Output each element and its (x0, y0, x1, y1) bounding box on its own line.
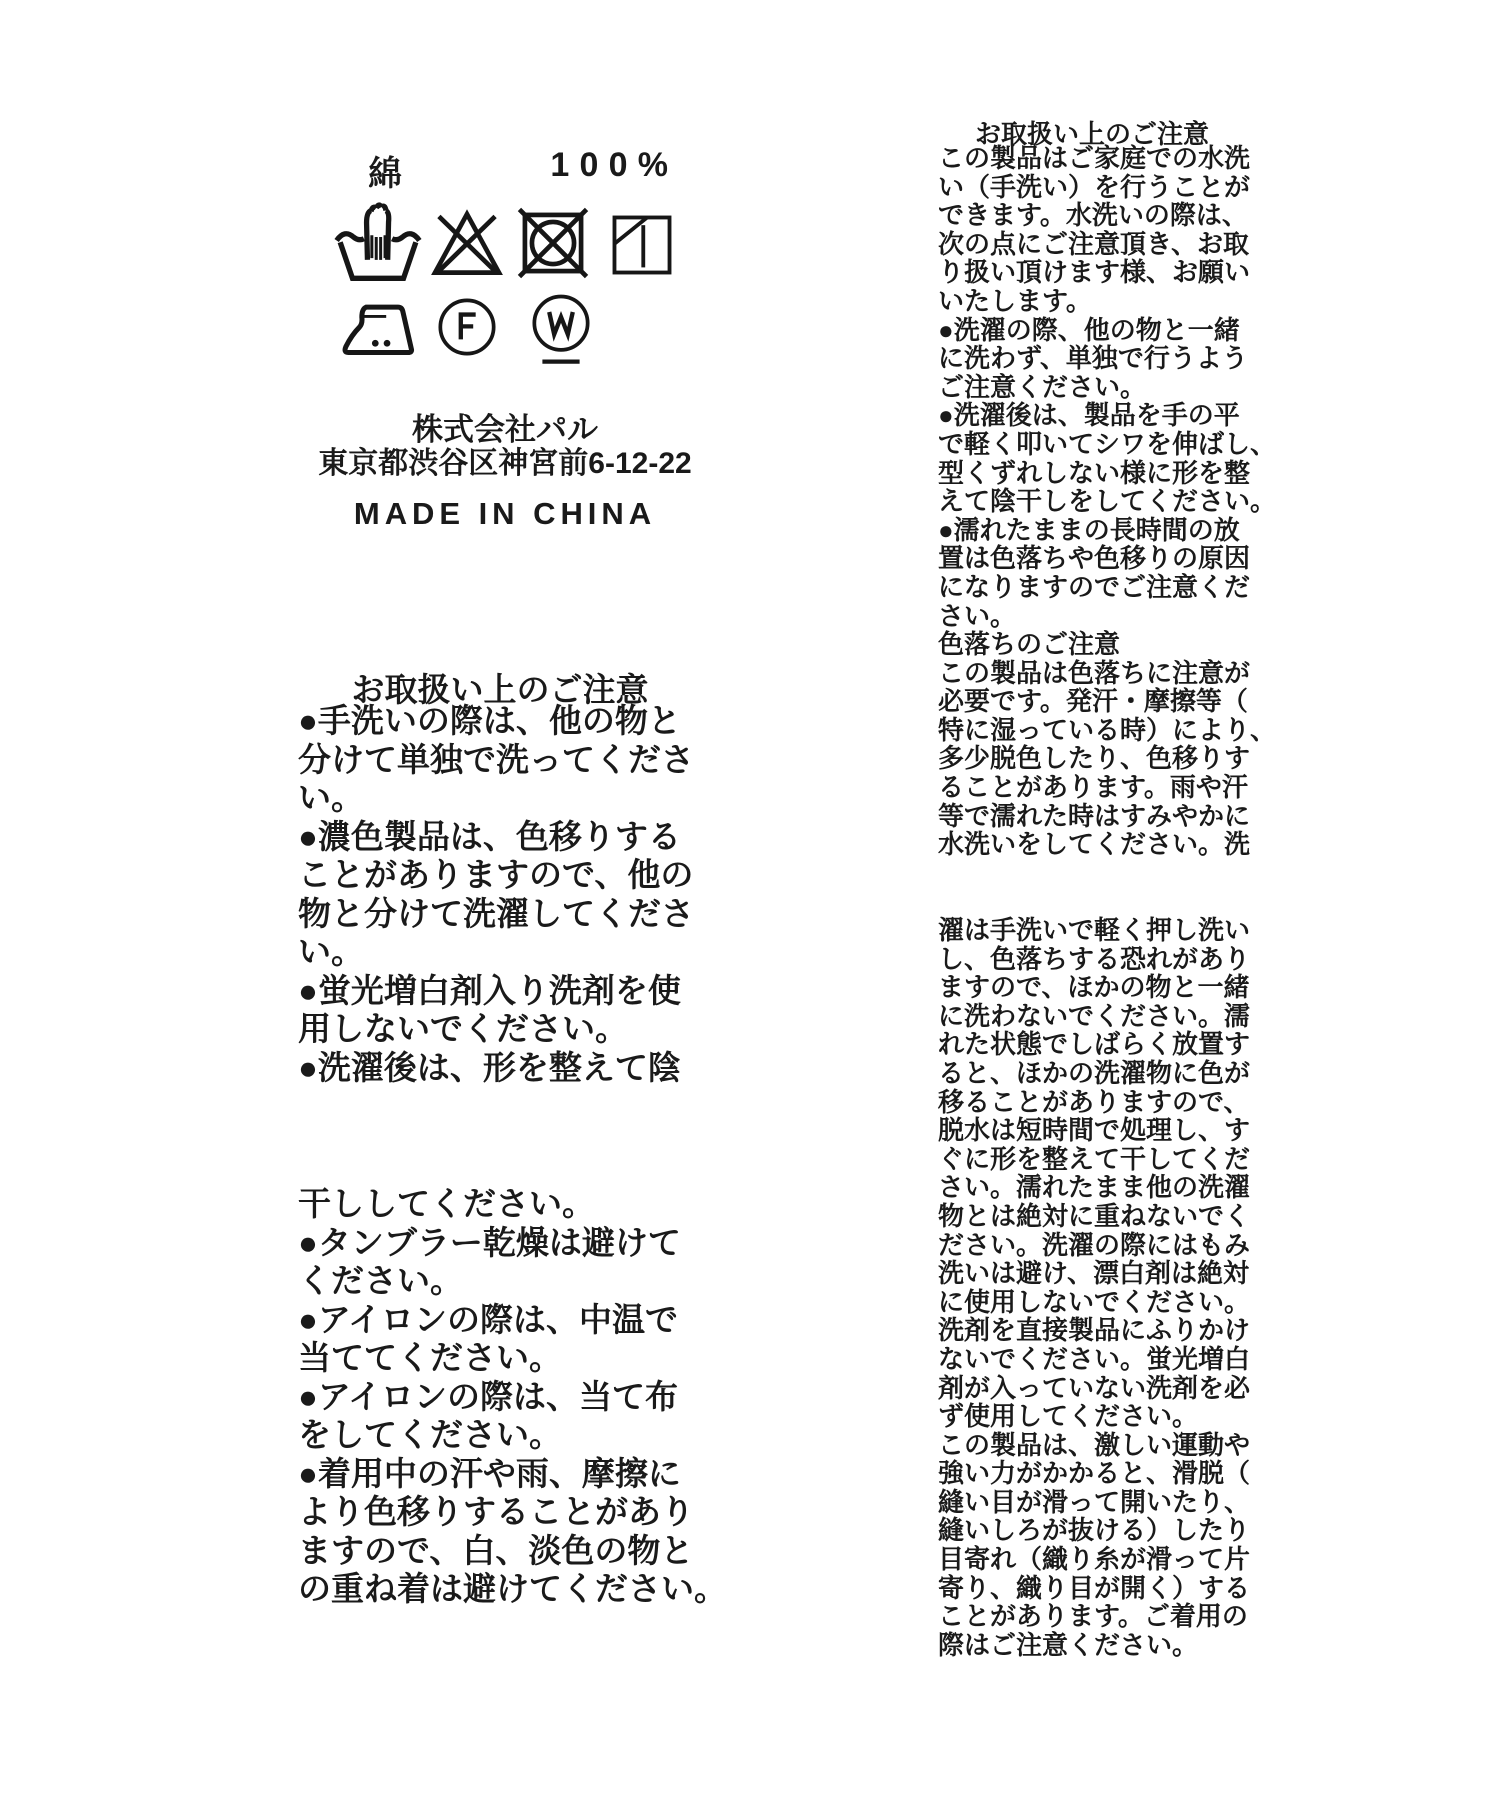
text-line: ることがあります。雨や汗 (938, 772, 1248, 803)
text-line: ず使用してください。 (938, 1401, 1199, 1432)
text-line: 型くずれしない様に形を整 (938, 457, 1251, 488)
text-line: 分けて単独で洗ってくださ (298, 740, 694, 778)
text-line: に洗わないでください。濡 (938, 1000, 1251, 1031)
text-line: 必要です。発汗・摩擦等（ (938, 686, 1248, 717)
text-line: ●濃色製品は、色移りする (298, 817, 681, 855)
company-address: 東京都渋谷区神宮前6-12-22 (318, 447, 692, 480)
text-line: 色落ちのご注意 (938, 629, 1121, 660)
text-line: 縫いしろが抜ける）したり (938, 1515, 1251, 1546)
right-care-notes-block-2 (938, 916, 1250, 1659)
text-line: に使用しないでください。 (938, 1286, 1251, 1317)
text-line: り扱い頂けます様、お願い (938, 257, 1251, 288)
text-line: 剤が入っていない洗剤を必 (938, 1372, 1251, 1403)
company-name: 株式会社パル (412, 412, 598, 447)
text-line: ●手洗いの際は、他の物と (298, 702, 681, 739)
text-line: になりますのでご注意くだ (938, 571, 1251, 602)
text-line: ●タンブラー乾燥は避けて (298, 1223, 681, 1261)
iron-two-dots-icon (340, 301, 424, 357)
text-line: の重ね着は避けてください。 (298, 1570, 727, 1607)
do-not-bleach-icon (428, 200, 506, 286)
dry-clean-F-icon (436, 296, 498, 358)
text-line: 寄り、織り目が開く）する (938, 1572, 1251, 1603)
right-care-notes-block-1 (938, 144, 1276, 859)
text-line: 物とは絶対に重ねないでく (938, 1200, 1251, 1231)
text-line: より色移りすることがあり (298, 1493, 694, 1530)
text-line: この製品は、激しい運動や (938, 1429, 1251, 1460)
text-line: さい。 (938, 600, 1017, 631)
text-line: い（手洗い）を行うことが (938, 171, 1251, 202)
text-line: 干ししてください。 (298, 1185, 595, 1222)
text-line: 等で濡れた時はすみやかに (938, 800, 1251, 831)
text-line: ●アイロンの際は、当て布 (298, 1377, 678, 1415)
text-line: 多少脱色したり、色移りす (938, 743, 1251, 774)
text-line: ●アイロンの際は、中温で (298, 1300, 678, 1338)
text-line: に洗わず、単独で行うよう (938, 343, 1248, 374)
text-line: さい。濡れたまま他の洗濯 (938, 1172, 1251, 1203)
text-line: ると、ほかの洗濯物に色が (938, 1057, 1251, 1088)
text-line: ●蛍光増白剤入り洗剤を使 (298, 971, 681, 1009)
text-line: 洗いは避け、漂白剤は絶対 (938, 1258, 1249, 1289)
text-line: できます。水洗いの際は、 (938, 200, 1248, 231)
left-care-notes-block-1 (298, 702, 694, 1087)
right-care-notes-heading: お取扱い上のご注意 (974, 119, 1209, 149)
text-line: 物と分けて洗濯してくださ (298, 894, 694, 932)
text-line: 濯は手洗いで軽く押し洗い (938, 915, 1251, 945)
text-line: 強い力がかかると、滑脱（ (938, 1458, 1251, 1489)
text-line: この製品は色落ちに注意が (938, 657, 1251, 688)
text-line: 目寄れ（織り糸が滑って片 (938, 1544, 1251, 1575)
text-line: 当ててください。 (298, 1339, 562, 1376)
left-care-notes-block-2 (298, 1185, 727, 1609)
text-line: えて陰干しをしてください。 (938, 486, 1277, 517)
text-line: 縫い目が滑って開いたり、 (938, 1486, 1251, 1517)
line-dry-in-shade-icon (610, 213, 674, 277)
text-line: ●洗濯後は、形を整えて陰 (298, 1048, 681, 1086)
country-of-origin: MADE IN CHINA (353, 496, 657, 531)
hand-wash-icon (334, 200, 422, 288)
text-line: 用しないでください。 (298, 1010, 628, 1047)
text-line: をしてください。 (298, 1416, 562, 1453)
text-line: ことがあります。ご着用の (938, 1601, 1248, 1632)
composition-row (368, 146, 679, 195)
text-line: 脱水は短時間で処理し、す (938, 1115, 1251, 1146)
left-care-notes-heading: お取扱い上のご注意 (351, 671, 649, 708)
text-line: ないでください。蛍光増白 (938, 1343, 1251, 1374)
text-line: 洗剤を直接製品にふりかけ (938, 1315, 1251, 1346)
text-line: ●濡れたままの長時間の放 (938, 514, 1240, 545)
text-line: れた状態でしばらく放置す (938, 1029, 1251, 1060)
text-line: ぐに形を整えて干してくだ (938, 1143, 1251, 1174)
text-line: ●着用中の汗や雨、摩擦に (298, 1454, 681, 1492)
wet-clean-W-underline-icon (530, 292, 592, 368)
text-line: 特に湿っている時）により、 (938, 714, 1277, 745)
text-line: 移ることがありますので、 (938, 1086, 1250, 1117)
text-line: 置は色落ちや色移りの原因 (938, 543, 1251, 574)
text-line: この製品はご家庭での水洗 (938, 143, 1251, 173)
text-line: い。 (298, 779, 364, 816)
text-line: いたします。 (938, 285, 1092, 316)
text-line: し、色落ちする恐れがあり (938, 943, 1251, 974)
text-line: ご注意ください。 (938, 371, 1147, 402)
text-line: い。 (298, 933, 364, 970)
material-percent: 100% (550, 146, 679, 184)
text-line: 次の点にご注意頂き、お取 (938, 228, 1249, 259)
text-line: ●洗濯後は、製品を手の平 (938, 400, 1240, 431)
text-line: ますので、ほかの物と一緒 (938, 972, 1250, 1003)
do-not-tumble-dry-icon (514, 200, 592, 286)
care-symbols-row-1 (334, 200, 674, 288)
text-line: ●洗濯の際、他の物と一緒 (938, 314, 1240, 345)
text-line: ますので、白、淡色の物と (298, 1531, 694, 1569)
material-name: 綿 (368, 155, 402, 193)
text-line: 水洗いをしてください。洗 (938, 829, 1251, 860)
care-symbols-row-2 (340, 292, 592, 368)
text-line: で軽く叩いてシワを伸ばし、 (938, 428, 1277, 459)
text-line: 際はご注意ください。 (938, 1629, 1199, 1660)
text-line: ださい。洗濯の際にはもみ (938, 1229, 1251, 1260)
text-line: ください。 (298, 1262, 463, 1299)
text-line: ことがありますので、他の (298, 856, 694, 893)
